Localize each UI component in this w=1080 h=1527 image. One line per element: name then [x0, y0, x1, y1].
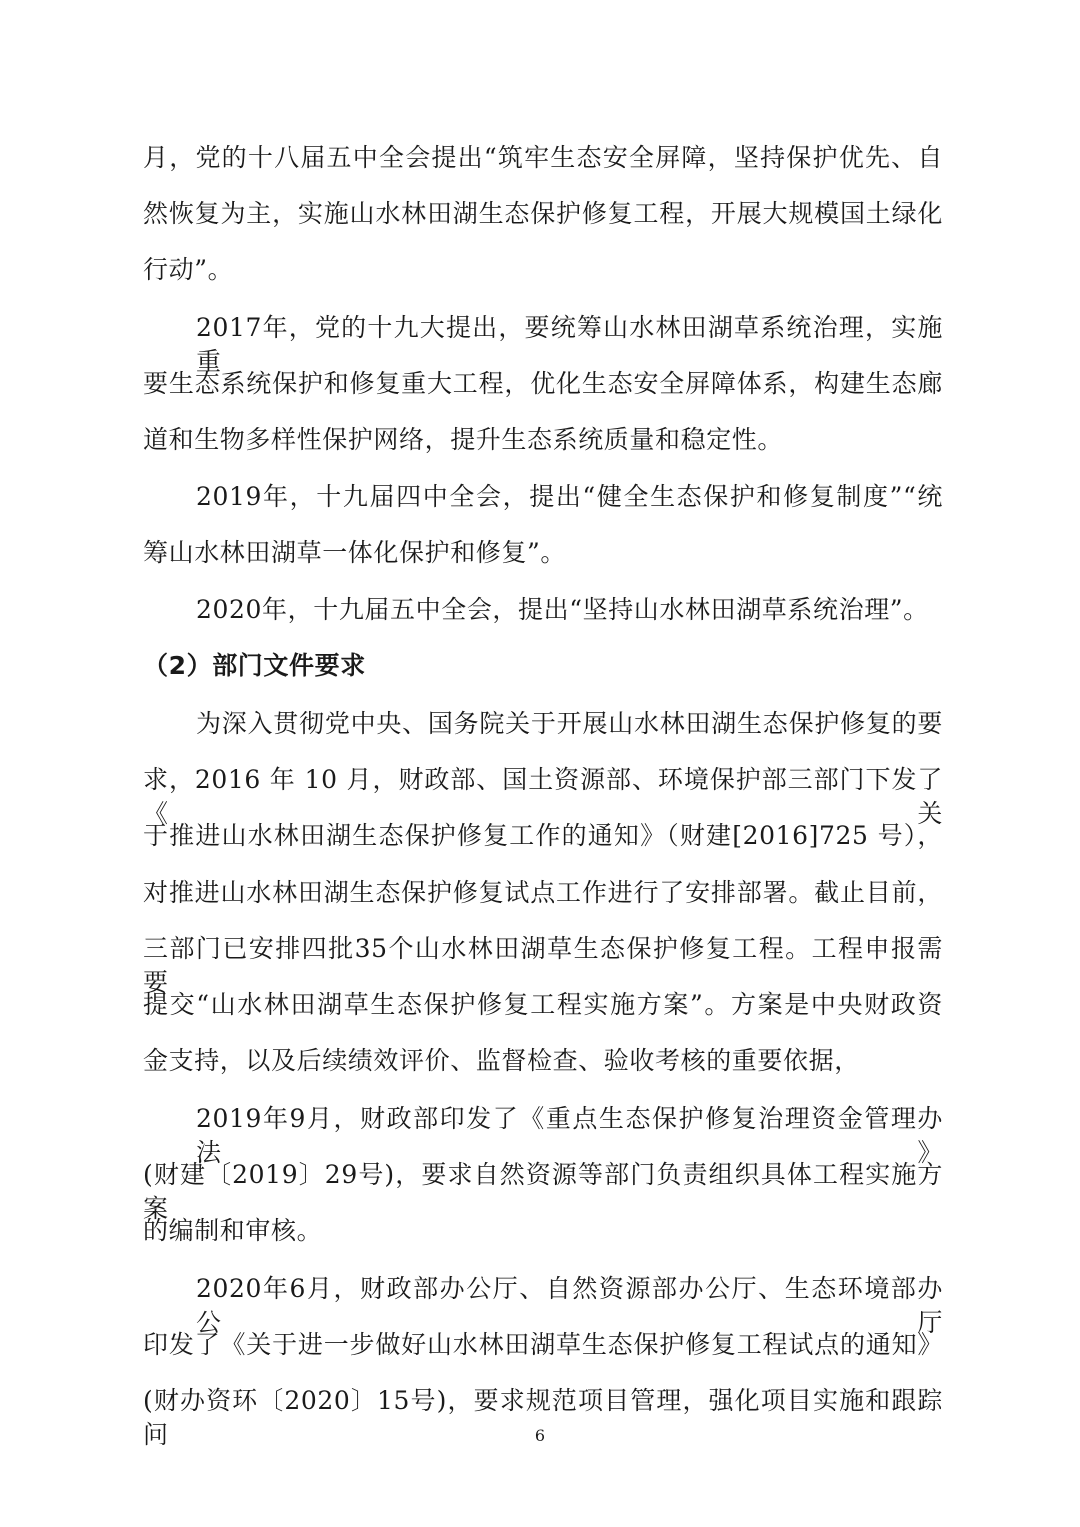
paragraph-line: 的编制和审核。: [143, 1216, 323, 1245]
paragraph-line: 印发了《关于进一步做好山水林田湖草生态保护修复工程试点的通知》: [143, 1330, 943, 1359]
paragraph-line: 然恢复为主，实施山水林田湖生态保护修复工程，开展大规模国土绿化: [143, 199, 943, 228]
paragraph-line: 2019年，十九届四中全会，提出“健全生态保护和修复制度”“统: [196, 482, 943, 511]
paragraph-line: 2017年，党的十九大提出，要统筹山水林田湖草系统治理，实施重: [196, 313, 943, 376]
paragraph-line: 提交“山水林田湖草生态保护修复工程实施方案”。方案是中央财政资: [143, 990, 943, 1019]
paragraph-line: 2020年6月，财政部办公厅、自然资源部办公厅、生态环境部办公厅: [196, 1274, 943, 1337]
paragraph-line: 金支持，以及后续绩效评价、监督检查、验收考核的重要依据，: [143, 1046, 860, 1075]
paragraph-line: 道和生物多样性保护网络，提升生态系统质量和稳定性。: [143, 425, 784, 454]
section-heading: （2）部门文件要求: [143, 651, 366, 680]
paragraph-line: 2020年，十九届五中全会，提出“坚持山水林田湖草系统治理”。: [196, 595, 929, 624]
paragraph-line: (财建〔2019〕29号)，要求自然资源等部门负责组织具体工程实施方案: [143, 1160, 943, 1223]
paragraph-line: 求，2016 年 10 月，财政部、国土资源部、环境保护部三部门下发了《关: [143, 765, 943, 828]
paragraph-line: 筹山水林田湖草一体化保护和修复”。: [143, 538, 566, 567]
paragraph-line: (财办资环〔2020〕15号)，要求规范项目管理，强化项目实施和跟踪问: [143, 1386, 943, 1449]
paragraph-line: 月，党的十八届五中全会提出“筑牢生态安全屏障，坚持保护优先、自: [143, 143, 943, 172]
paragraph-line: 要生态系统保护和修复重大工程，优化生态安全屏障体系，构建生态廊: [143, 369, 943, 398]
paragraph-line: 三部门已安排四批35个山水林田湖草生态保护修复工程。工程申报需要: [143, 934, 943, 997]
paragraph-line: 为深入贯彻党中央、国务院关于开展山水林田湖生态保护修复的要: [196, 709, 943, 738]
paragraph-line: 2019年9月，财政部印发了《重点生态保护修复治理资金管理办法》: [196, 1104, 943, 1167]
paragraph-line: 行动”。: [143, 255, 234, 284]
paragraph-line: 于推进山水林田湖生态保护修复工作的通知》（财建[2016]725 号），: [143, 821, 943, 850]
page-number: 6: [534, 1426, 546, 1445]
paragraph-line: 对推进山水林田湖生态保护修复试点工作进行了安排部署。截止目前，: [143, 878, 943, 907]
